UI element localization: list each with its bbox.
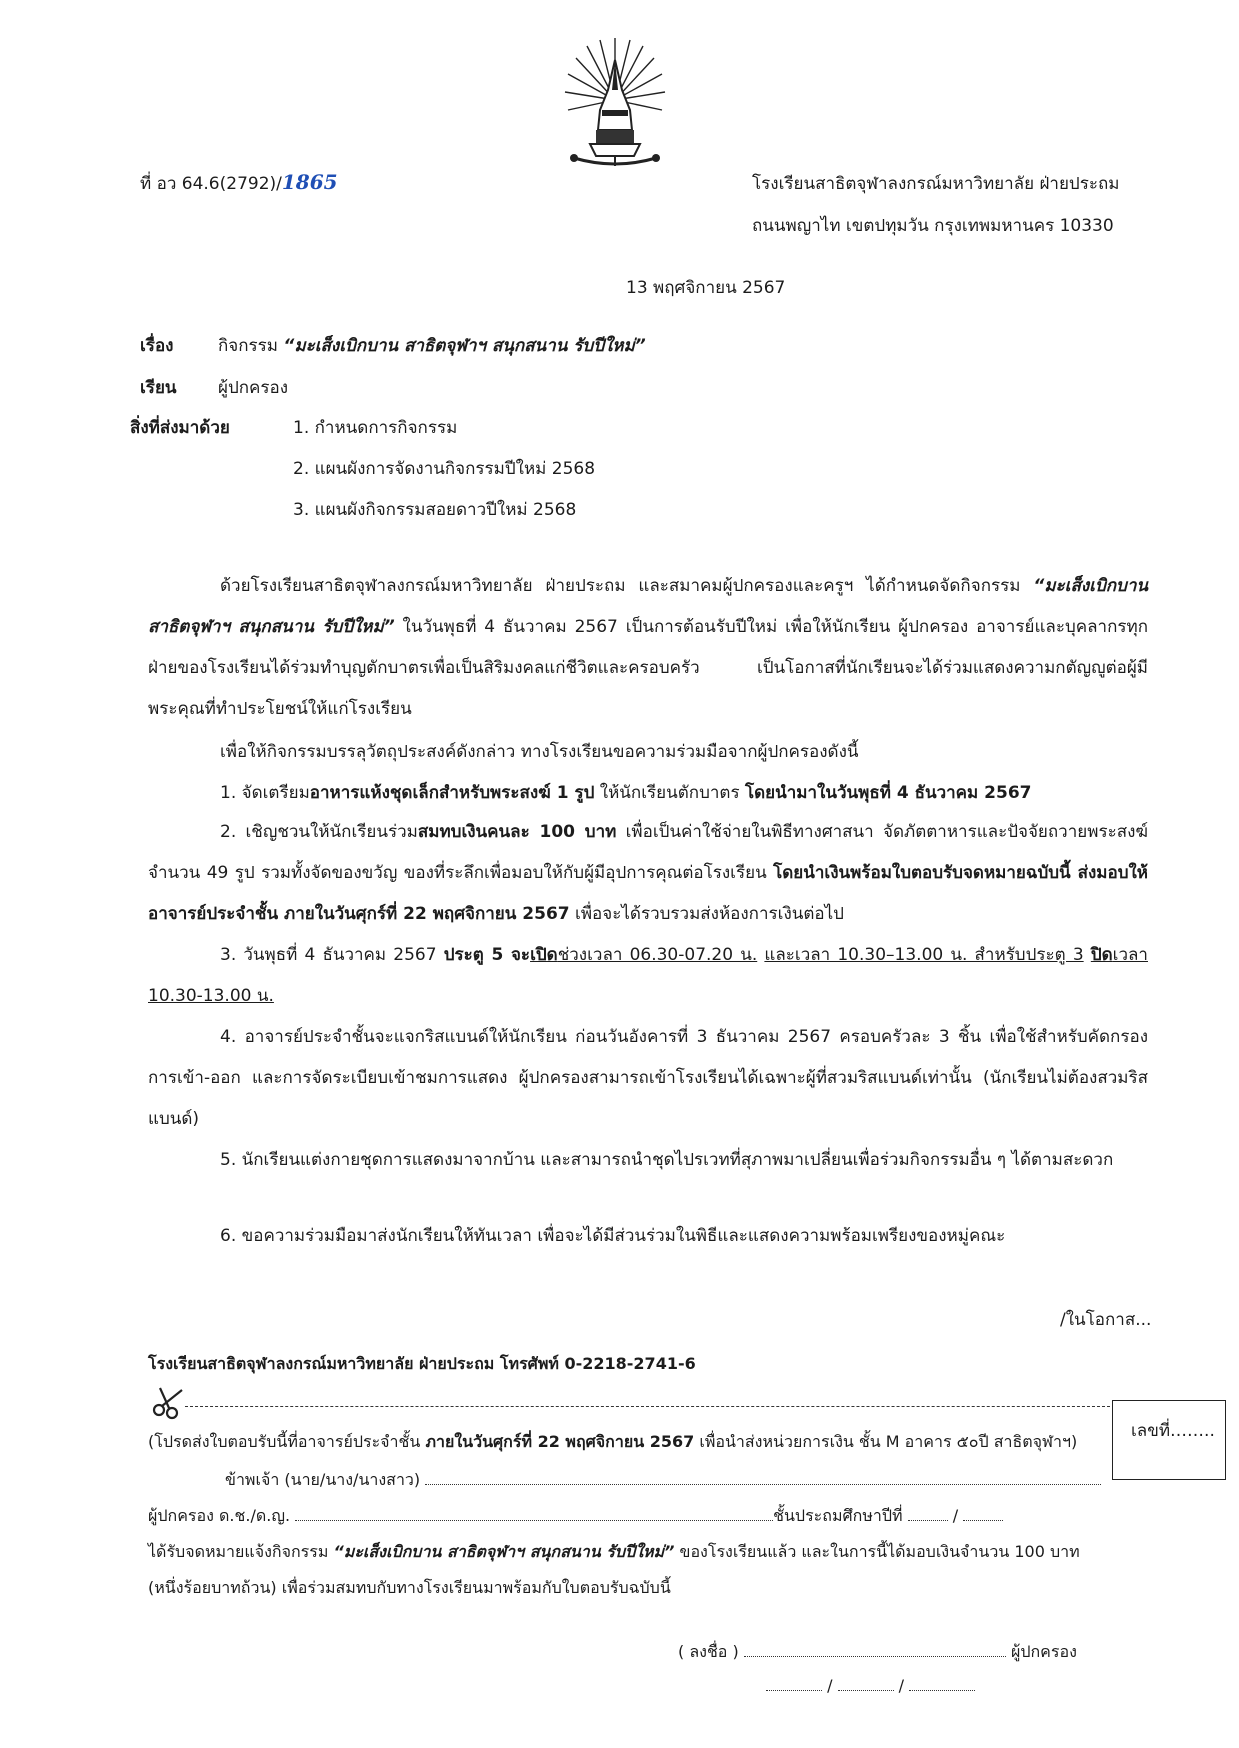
to-value: ผู้ปกครอง xyxy=(218,378,289,398)
slip-sign-role: ผู้ปกครอง xyxy=(1010,1642,1077,1661)
school-emblem-icon xyxy=(560,30,670,180)
school-name: โรงเรียนสาธิตจุฬาลงกรณ์มหาวิทยาลัย ฝ่ายประถม xyxy=(752,174,1120,194)
intro-text: ด้วยโรงเรียนสาธิตจุฬาลงกรณ์มหาวิทยาลัย ฝ่ายประถม และสมาคมผู้ปกครองและครูฯ ได้กำหนดจัดกิจกรรม xyxy=(220,576,1021,596)
intro-event-title: “มะเส็งเบิกบาน สาธิตจุฬาฯ สนุกสนาน รับปีใหม่” xyxy=(148,576,1148,637)
item-2-text2: เพื่อเป็นค่าใช้จ่ายในพิธีทางศาสนา จัดภัตตาหารและปัจจัยถวายพระสงฆ์ จำนวน 49 รูป รวมทั้งจัดของขวัญ ของที่ระลึกเพื่อมอบให้กับผู้มีอุปการคุณต่อโรงเรียน xyxy=(148,822,1148,883)
item-2-amount: สมทบเงินคนละ 100 บาท xyxy=(417,822,617,842)
item-3-gate: ประตู 5 จะ xyxy=(443,945,531,965)
slip-sign-label: ( ลงชื่อ ) xyxy=(678,1642,739,1661)
item-6: 6. ขอความร่วมมือมาส่งนักเรียนให้ทันเวลา เพื่อจะได้มีส่วนร่วมในพิธีและแสดงความพร้อมเพรียงของหมู่คณะ xyxy=(220,1226,1006,1246)
item-1 xyxy=(220,779,1032,806)
footer-school-phone: โรงเรียนสาธิตจุฬาลงกรณ์มหาวิทยาลัย ฝ่ายประถม โทรศัพท์ 0-2218-2741-6 xyxy=(148,1354,696,1373)
attachment-item: 2. แผนผังการจัดงานกิจกรรมปีใหม่ 2568 xyxy=(293,459,596,479)
slip-grade-sep: / xyxy=(952,1506,959,1525)
slip-signature-row xyxy=(678,1640,1077,1665)
slip-date-month-field[interactable] xyxy=(838,1690,894,1691)
item-3-gate3: และเวลา 10.30–13.00 น. สำหรับประตู 3 xyxy=(764,945,1084,965)
slip-ack-row xyxy=(148,1540,1080,1565)
subject-title: “มะเส็งเบิกบาน สาธิตจุฬาฯ สนุกสนาน รับปีใหม่” xyxy=(283,336,646,356)
to-label: เรียน xyxy=(140,378,177,398)
cut-line xyxy=(185,1406,1110,1407)
scissors-icon xyxy=(152,1386,186,1420)
slip-date-sep: / xyxy=(827,1676,833,1695)
slip-ack-amount-text: (หนึ่งร้อยบาทถ้วน) เพื่อร่วมสมทบกับทางโรงเรียนมาพร้อมกับใบตอบรับฉบับนี้ xyxy=(148,1578,671,1597)
attachment-item: 3. แผนผังกิจกรรมสอยดาวปีใหม่ 2568 xyxy=(293,500,577,520)
slip-instruction-deadline: ภายในวันศุกร์ที่ 22 พฤศจิกายน 2567 xyxy=(425,1432,695,1451)
item-3 xyxy=(148,935,1148,1017)
slip-name-field[interactable] xyxy=(425,1484,1101,1485)
slip-ack-event-title: “มะเส็งเบิกบาน สาธิตจุฬาฯ สนุกสนาน รับปีใหม่” xyxy=(333,1542,675,1561)
reference-handwritten-number: 1865 xyxy=(281,170,338,194)
slip-room-field[interactable] xyxy=(963,1520,1003,1521)
body-paragraph-intro xyxy=(148,566,1148,730)
item-3-open-time: ช่วงเวลา 06.30-07.20 น. xyxy=(557,945,758,965)
slip-date-row xyxy=(766,1676,975,1695)
attachment-item: 1. กำหนดการกิจกรรม xyxy=(293,418,458,438)
school-address: ถนนพญาไท เขตปทุมวัน กรุงเทพมหานคร 10330 xyxy=(752,216,1114,236)
item-3-date: 3. วันพุธที่ 4 ธันวาคม 2567 xyxy=(220,945,437,965)
item-1-text: 1. จัดเตรียม xyxy=(220,783,310,803)
item-1-bold: อาหารแห้งชุดเล็กสำหรับพระสงฆ์ 1 รูป xyxy=(309,783,595,803)
body-paragraph-request: เพื่อให้กิจกรรมบรรลุวัตถุประสงค์ดังกล่าว ทางโรงเรียนขอความร่วมมือจากผู้ปกครองดังนี้ xyxy=(220,742,859,762)
item-2-text3: เพื่อจะได้รวบรวมส่งห้องการเงินต่อไป xyxy=(575,904,844,924)
subject-prefix: กิจกรรม xyxy=(218,336,279,356)
slip-student-name-field[interactable] xyxy=(295,1520,773,1521)
slip-name-row xyxy=(225,1468,1101,1493)
slip-name-label: ข้าพเจ้า (นาย/นาง/นางสาว) xyxy=(225,1470,421,1489)
slip-guardian-label: ผู้ปกครอง ด.ช./ด.ญ. xyxy=(148,1506,291,1525)
item-1-date: โดยนำมาในวันพุธที่ 4 ธันวาคม 2567 xyxy=(745,783,1032,803)
slip-number-label: เลขที่…….. xyxy=(1131,1421,1215,1441)
continued-marker: /ในโอกาส... xyxy=(1060,1310,1152,1330)
slip-date-sep: / xyxy=(898,1676,905,1695)
item-1-text2: ให้นักเรียนตักบาตร xyxy=(599,783,740,803)
item-2 xyxy=(148,812,1148,935)
slip-instruction-text: (โปรดส่งใบตอบรับนี้ที่อาจารย์ประจำชั้น xyxy=(148,1432,421,1451)
item-3-close-time: เวลา 10.30-13.00 น. xyxy=(148,945,1148,1006)
slip-guardian-row xyxy=(148,1504,1003,1529)
attachments-label: สิ่งที่ส่งมาด้วย xyxy=(130,418,230,438)
item-4: 4. อาจารย์ประจำชั้นจะแจกริสแบนด์ให้นักเรียน ก่อนวันอังคารที่ 3 ธันวาคม 2567 ครอบครัวละ 3 ชิ้น เพื่อใช้สำหรับคัดกรองการเข้า-ออก และการจัดระเบียบเข้าชมการแสดง ผู้ปกครองสามารถเข้าโรงเรียนได้เฉพาะผู้ที่สวมริสแบนด์เท่านั้น (นักเรียนไม่ต้องสวมริสแบนด์) xyxy=(148,1027,1148,1129)
slip-date-day-field[interactable] xyxy=(766,1690,822,1691)
reference-label: ที่ อว 64.6(2792)/ xyxy=(140,174,282,194)
item-3-open: เปิด xyxy=(530,945,558,965)
slip-instruction-text2: เพื่อนำส่งหน่วยการเงิน ชั้น M อาคาร ๕๐ปี สาธิตจุฬาฯ) xyxy=(699,1432,1078,1451)
slip-grade-label: ชั้นประถมศึกษาปีที่ xyxy=(773,1506,903,1525)
item-2-deadline: โดยนำเงินพร้อมใบตอบรับจดหมายฉบับนี้ ส่งมอบให้อาจารย์ประจำชั้น ภายในวันศุกร์ที่ 22 พฤศจิกายน 2567 xyxy=(148,863,1148,924)
slip-number-box xyxy=(1112,1400,1226,1480)
slip-ack-text: ได้รับจดหมายแจ้งกิจกรรม xyxy=(148,1542,329,1561)
slip-grade-field[interactable] xyxy=(908,1520,948,1521)
item-3-close: ปิด xyxy=(1090,945,1113,965)
slip-ack-text2: ของโรงเรียนแล้ว และในการนี้ได้มอบเงินจำนวน 100 บาท xyxy=(679,1542,1080,1561)
item-5: 5. นักเรียนแต่งกายชุดการแสดงมาจากบ้าน และสามารถนำชุดไปรเวทที่สุภาพมาเปลี่ยนเพื่อร่วมกิจกรรมอื่น ๆ ได้ตามสะดวก xyxy=(220,1150,1114,1170)
slip-date-year-field[interactable] xyxy=(909,1690,975,1691)
slip-signature-field[interactable] xyxy=(744,1656,1006,1657)
subject-label: เรื่อง xyxy=(140,336,174,356)
reference-number xyxy=(140,170,338,197)
subject-line xyxy=(218,332,646,359)
letter-date: 13 พฤศจิกายน 2567 xyxy=(626,278,786,298)
intro-text-cont: ในวันพุธที่ 4 ธันวาคม 2567 เป็นการต้อนรับปีใหม่ เพื่อให้นักเรียน ผู้ปกครอง อาจารย์และบุคลากรทุกฝ่ายของโรงเรียนได้ร่วมทำบุญตักบาตรเพื่อเป็นสิริมงคลแก่ชีวิตและครอบครัว เป็นโอกาสที่นักเรียนจะได้ร่วมแสดงความกตัญญูต่อผู้มีพระคุณที่ทำประโยชน์ให้แก่โรงเรียน xyxy=(148,617,1149,719)
item-2-text: 2. เชิญชวนให้นักเรียนร่วม xyxy=(220,822,418,842)
slip-instruction xyxy=(148,1430,1077,1455)
